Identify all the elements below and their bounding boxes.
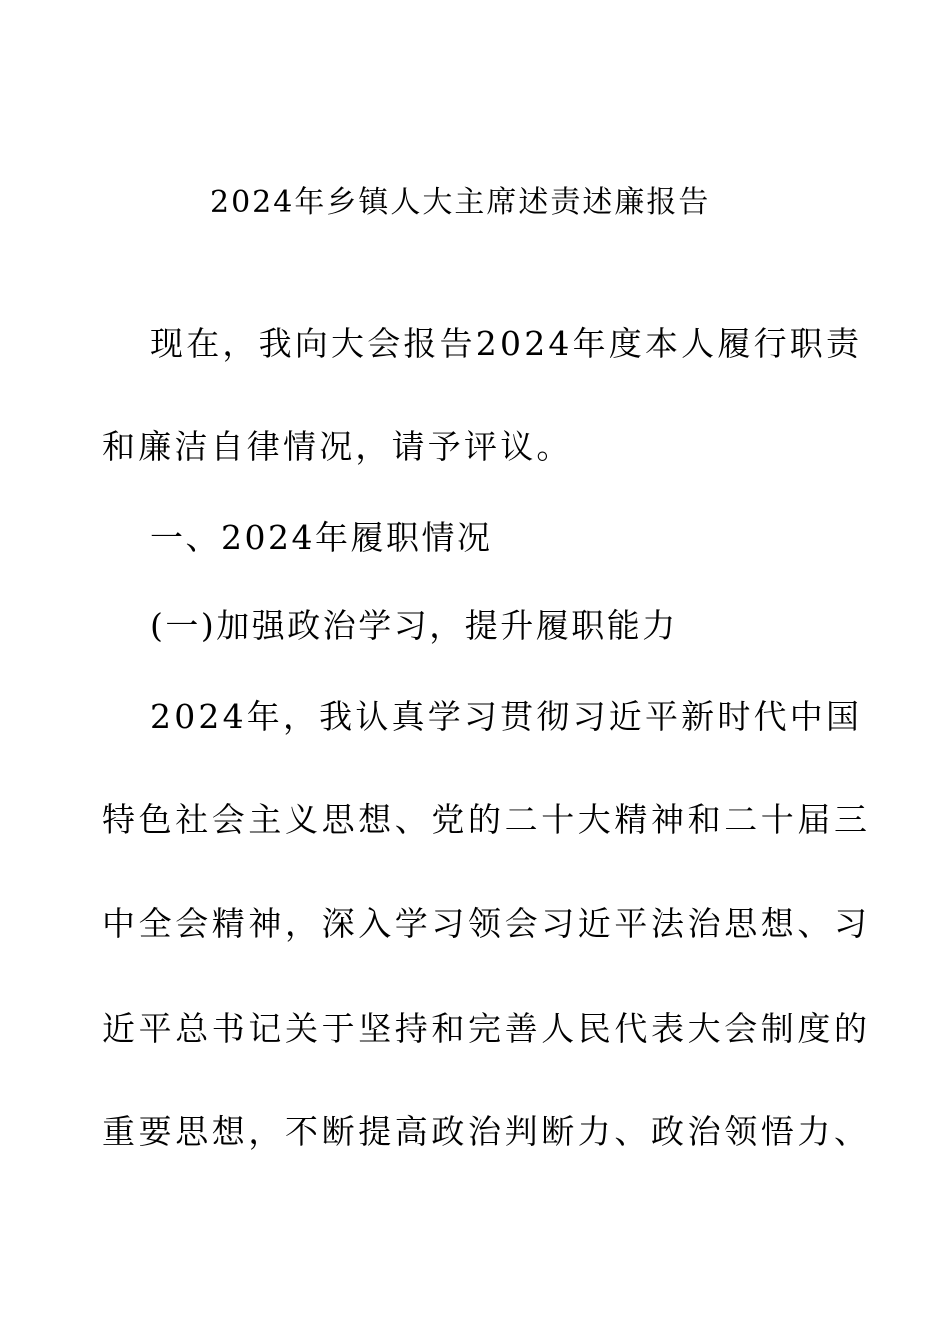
paragraph-line-6: 近平总书记关于坚持和完善人民代表大会制度的 (102, 1009, 871, 1048)
section-heading: 一、2024年履职情况 (150, 518, 493, 557)
paragraph-line-5: 中全会精神，深入学习领会习近平法治思想、习 (102, 904, 871, 943)
paragraph-line-4: 特色社会主义思想、党的二十大精神和二十届三 (102, 800, 871, 839)
paragraph-line-1: 现在，我向大会报告2024年度本人履行职责 (150, 324, 863, 363)
paragraph-line-3: 2024年，我认真学习贯彻习近平新时代中国 (150, 697, 863, 736)
document-title: 2024年乡镇人大主席述责述廉报告 (210, 185, 711, 220)
paragraph-line-2: 和廉洁自律情况，请予评议。 (102, 427, 573, 466)
subsection-heading: (一)加强政治学习，提升履职能力 (150, 606, 678, 645)
paragraph-line-7: 重要思想，不断提高政治判断力、政治领悟力、 (102, 1112, 871, 1151)
